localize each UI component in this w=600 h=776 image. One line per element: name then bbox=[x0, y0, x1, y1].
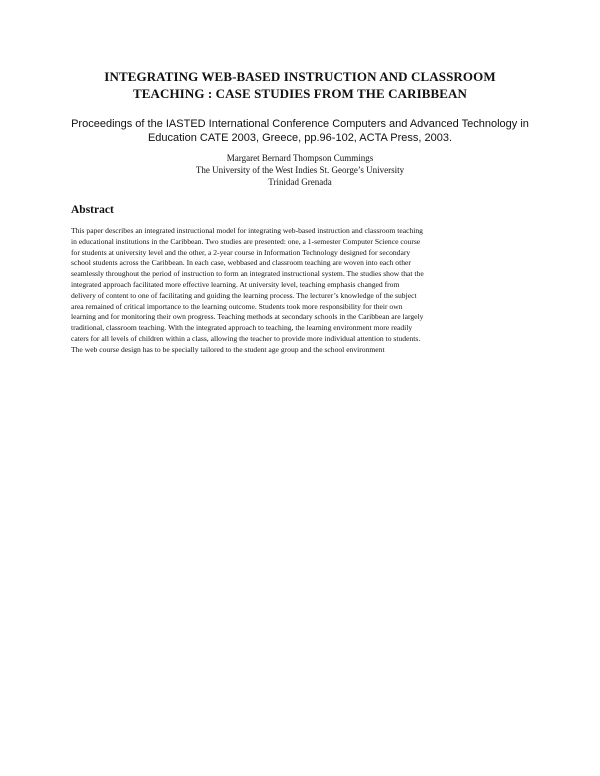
abstract-line: learning and for monitoring their own progress. Teaching methods at secondary schools in the Caribbean are largely bbox=[71, 312, 424, 322]
abstract-line: in educational institutions in the Caribbean. Two studies are presented: one, a 1-semester Computer Science course bbox=[71, 236, 421, 246]
abstract-heading: Abstract bbox=[71, 204, 114, 216]
proceedings-line-2: Education CATE 2003, Greece, pp.96-102, ACTA Press, 2003. bbox=[147, 132, 453, 144]
abstract-line: caters for all levels of children within a class, allowing the teacher to provide more individual attention to students. bbox=[71, 333, 421, 343]
abstract-line: for students at university level and the other, a 2-year course in Information Technology designed for secondary bbox=[71, 247, 411, 257]
abstract-line: The web course design has to be specially tailored to the student age group and the school environment bbox=[71, 344, 385, 354]
author-locations: Trinidad Grenada bbox=[268, 177, 332, 187]
paper-title bbox=[60, 68, 540, 102]
abstract-line: area remained of critical importance to the learning outcome. Students took more responsibility for their own bbox=[71, 301, 403, 311]
abstract-line: delivery of content to one of facilitating and guiding the learning process. The lecturer’s knowledge of the subject bbox=[71, 290, 417, 300]
abstract-line: integrated approach facilitated more effective learning. At university level, teaching emphasis changed from bbox=[71, 279, 400, 289]
abstract-body bbox=[71, 226, 531, 356]
abstract-line: school students across the Caribbean. In each case, webbased and classroom teaching are woven into each other bbox=[71, 258, 411, 268]
proceedings-line-1: Proceedings of the IASTED International Conference Computers and Advanced Technology in bbox=[71, 118, 529, 130]
abstract-line: traditional, classroom teaching. With the integrated approach to teaching, the learning environment more readily bbox=[71, 323, 413, 333]
author-block bbox=[100, 152, 500, 188]
title-line-1: INTEGRATING WEB-BASED INSTRUCTION AND CLASSROOM bbox=[104, 69, 496, 84]
author-affiliations: The University of the West Indies St. George’s University bbox=[195, 165, 405, 175]
abstract-line: seamlessly throughout the period of instruction to form an integrated instructional system. The studies show that the bbox=[71, 269, 424, 279]
proceedings-citation bbox=[60, 117, 540, 145]
abstract-line: This paper describes an integrated instructional model for integrating web-based instruction and classroom teaching bbox=[71, 226, 423, 235]
title-line-2: TEACHING : CASE STUDIES FROM THE CARIBBEAN bbox=[132, 86, 468, 101]
author-names: Margaret Bernard Thompson Cummings bbox=[226, 153, 374, 163]
